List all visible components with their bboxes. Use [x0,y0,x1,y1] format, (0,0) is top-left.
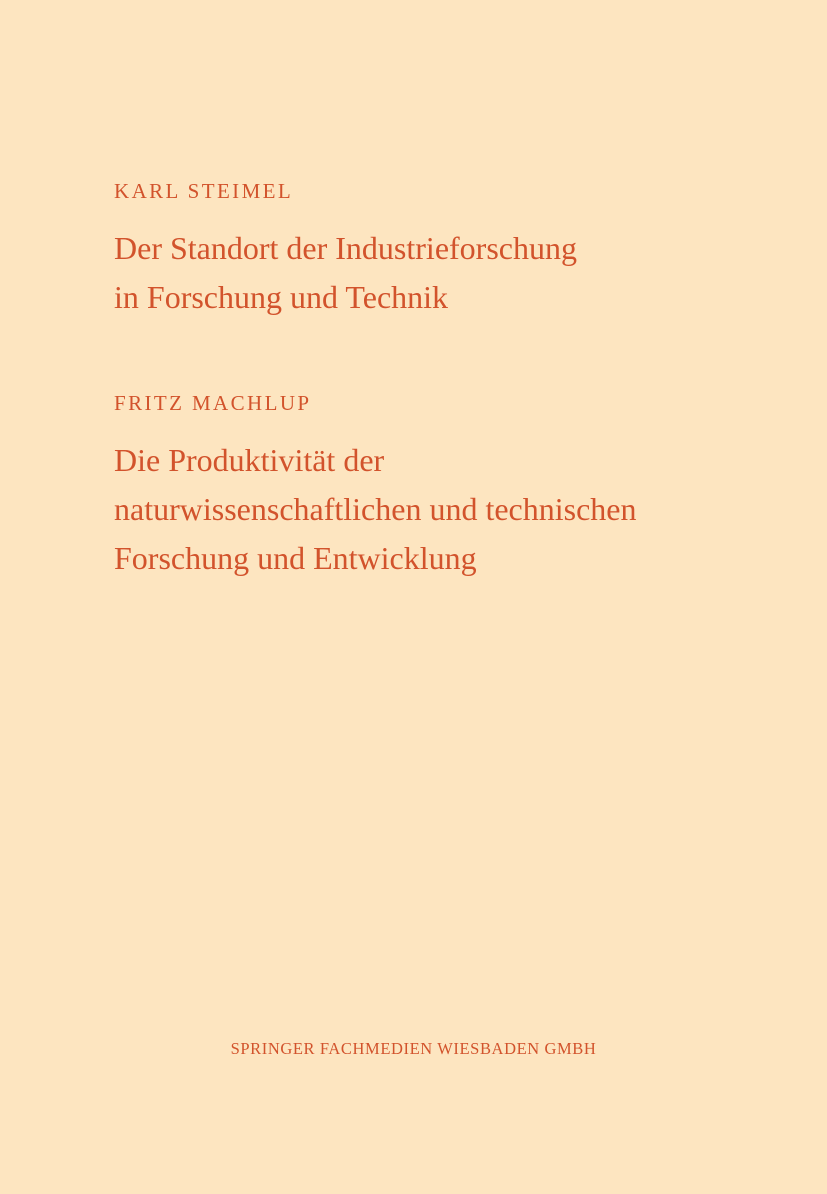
work-title [114,224,577,322]
work-title-line: naturwissenschaftlichen und technischen [114,491,637,527]
work-title-line: Die Produktivität der [114,442,385,478]
work-title-line: Forschung und Entwicklung [114,540,477,576]
publisher-name: SPRINGER FACHMEDIEN WIESBADEN GMBH [230,1038,597,1058]
author-name: FRITZ MACHLUP [114,391,312,415]
work-title-line: in Forschung und Technik [114,279,449,315]
work-title-line: Der Standort der Industrieforschung [114,230,577,266]
author-name: KARL STEIMEL [114,179,294,203]
work-title [114,436,637,583]
